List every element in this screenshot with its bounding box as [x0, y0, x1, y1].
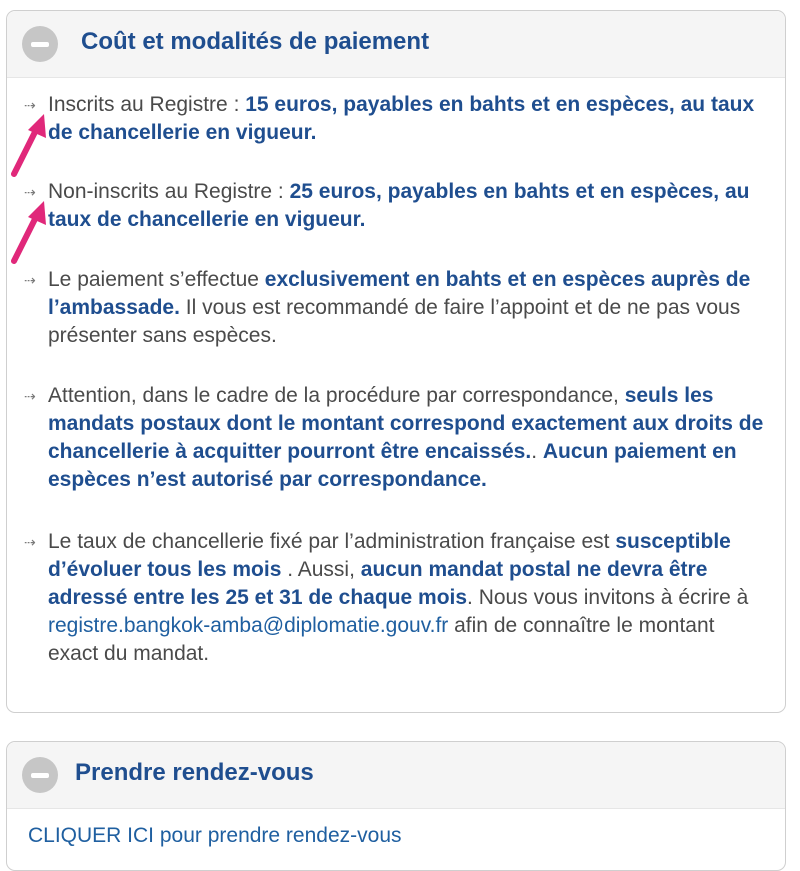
section-title: Prendre rendez-vous [75, 759, 314, 786]
list-item-exchange-rate: ⇢ Le taux de chancellerie fixé par l’administration française est susceptible d’évoluer tous les mois . Aussi, aucun mandat postal ne devra être adressé entre les 25 et 31 de chaque mois. Nous vous invitons à écrire à registre.bangkok-amba@diplomatie.gouv.fr afin de connaître le montant exact du mandat. [24, 530, 749, 665]
section-title: Coût et modalités de paiement [81, 28, 430, 55]
payment-section-header[interactable] [7, 11, 785, 78]
arrow-bullet-icon: ⇢ [24, 388, 36, 404]
arrow-bullet-icon: ⇢ [24, 534, 36, 550]
collapse-icon[interactable] [22, 757, 58, 793]
list-item-non-registered: ⇢ Non-inscrits au Registre : 25 euros, payables en bahts et en espèces, au taux de chancellerie en vigueur. [24, 180, 750, 231]
email-link[interactable]: registre.bangkok-amba@diplomatie.gouv.fr [48, 614, 449, 637]
arrow-bullet-icon: ⇢ [24, 184, 36, 200]
list-item-payment-method: ⇢ Le paiement s’effectue exclusivement en bahts et en espèces auprès de l’ambassade. Il vous est recommandé de faire l’appoint et de ne pas vous présenter sans espèces. [24, 268, 751, 347]
annotation-arrow-icon [8, 199, 52, 267]
arrow-bullet-icon: ⇢ [24, 97, 36, 113]
appointment-section [6, 741, 786, 871]
arrow-bullet-icon: ⇢ [24, 272, 36, 288]
collapse-icon[interactable] [22, 26, 58, 62]
list-item-correspondence: ⇢ Attention, dans le cadre de la procédure par correspondance, seuls les mandats postaux dont le montant correspond exactement aux droits de chancellerie à acquitter pourront être encaissés.. Aucun paiement en espèces n’est autorisé par correspondance. [24, 384, 764, 491]
annotation-arrow-icon [8, 112, 52, 180]
appointment-link[interactable]: CLIQUER ICI pour prendre rendez-vous [28, 824, 402, 847]
list-item-registered: ⇢ Inscrits au Registre : 15 euros, payables en bahts et en espèces, au taux de chancellerie en vigueur. [24, 93, 755, 144]
appointment-section-header[interactable] [7, 742, 785, 809]
